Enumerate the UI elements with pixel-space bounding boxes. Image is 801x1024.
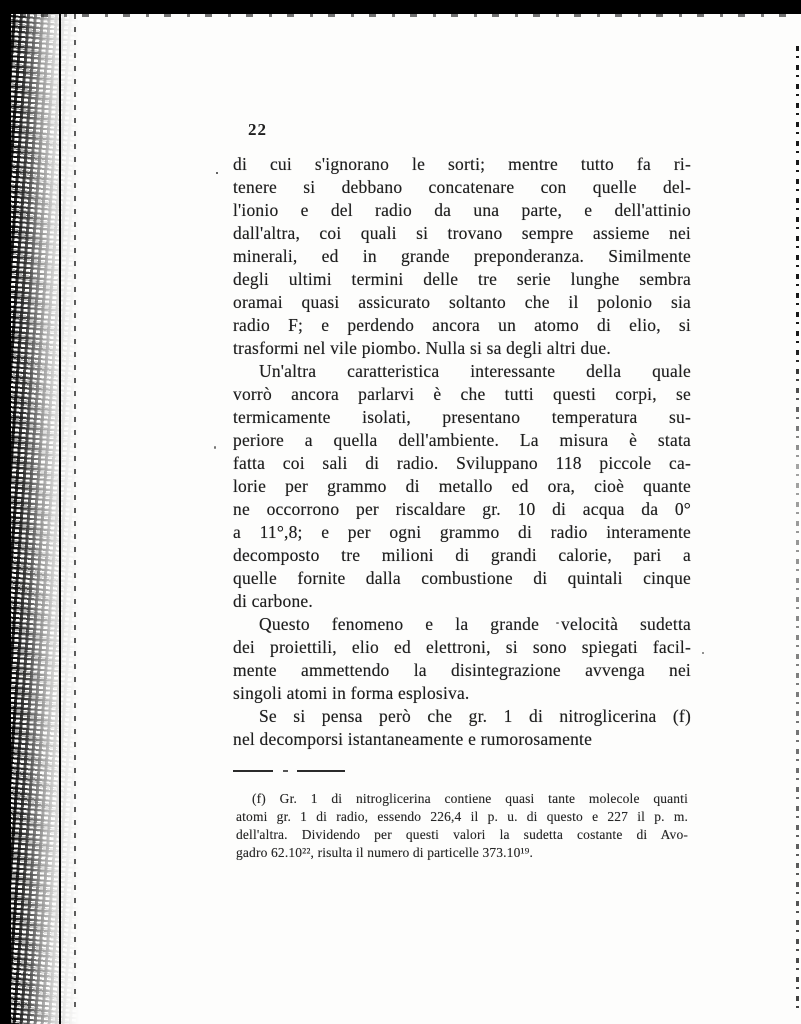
body-line: singoli atomi in forma esplosiva. [233, 683, 470, 703]
body-line: nel decomporsi istantaneamente e rumorosamente [233, 729, 593, 749]
body-line: di carbone. [233, 591, 313, 611]
scan-speck [702, 652, 704, 654]
footnote-line: gadro 62.10²², risulta il numero di particelle 373.10¹⁹. [236, 845, 534, 860]
scan-gutter-vertical-line [59, 12, 61, 1024]
paragraph [233, 705, 691, 751]
scan-speck [214, 446, 216, 449]
body-line: trasformi nel vile piombo. Nulla si sa degli altri due. [233, 338, 611, 358]
footnote-line: dell'altra. Dividendo per questi valori la sudetta costante di Avo- [236, 827, 688, 842]
body-line: decomposto tre milioni di grandi calorie, pari a [233, 545, 691, 565]
body-line: ne occorrono per riscaldare gr. 10 di acqua da 0° [233, 499, 691, 519]
body-line: vorrò ancora parlarvi è che tutti questi corpi, se [233, 384, 691, 404]
body-line: mente ammettendo la disintegrazione avvenga nei [233, 660, 691, 680]
paragraph [233, 153, 691, 360]
scan-speck [216, 172, 218, 174]
body-text [233, 153, 691, 751]
body-line: periore a quella dell'ambiente. La misura è stata [233, 430, 691, 450]
body-line: oramai quasi assicurato soltanto che il polonio sia [233, 292, 691, 312]
body-line: degli ultimi termini delle tre serie lunghe sembra [233, 269, 691, 289]
body-line: minerali, ed in grande preponderanza. Similmente [233, 246, 691, 266]
scan-gutter-dotted-line [74, 14, 76, 1014]
body-line: Questo fenomeno e la grande velocità sudetta [259, 614, 691, 634]
body-line: fatta coi sali di radio. Sviluppano 118 piccole ca- [233, 453, 691, 473]
body-line: a 11°,8; e per ogni grammo di radio interamente [233, 522, 691, 542]
paragraph [233, 360, 691, 613]
body-line: tenere si debbano concatenare con quelle del- [233, 177, 691, 197]
paragraph [233, 613, 691, 705]
scan-gutter-black-edge [0, 0, 11, 1024]
body-line: Un'altra caratteristica interessante della quale [259, 361, 691, 381]
body-line: termicamente isolati, presentano temperatura su- [233, 407, 691, 427]
page-number: 22 [248, 120, 267, 139]
footnote-rule [233, 770, 345, 772]
body-line: lorie per grammo di metallo ed ora, cioè quante [233, 476, 691, 496]
footnote-line: atomi gr. 1 di radio, essendo 226,4 il p. u. di questo e 227 il p. m. [236, 809, 688, 824]
body-line: radio F; e perdendo ancora un atomo di elio, si [233, 315, 691, 335]
body-line: dei proiettili, elio ed elettroni, si sono spiegati facil- [233, 637, 691, 657]
body-line: quelle fornite dalla combustione di quintali cinque [233, 568, 691, 588]
footnote [236, 790, 688, 862]
scan-gutter-noise [0, 0, 80, 1024]
footnote-line: (f) Gr. 1 di nitroglicerina contiene quasi tante molecole quanti [252, 791, 688, 806]
body-line: dall'altra, coi quali si trovano sempre assieme nei [233, 223, 691, 243]
body-line: di cui s'ignorano le sorti; mentre tutto fa ri- [233, 154, 691, 174]
body-line: l'ionio e del radio da una parte, e dell'attinio [233, 200, 691, 220]
body-line: Se si pensa però che gr. 1 di nitroglicerina (f) [259, 706, 691, 726]
scan-right-edge-line [796, 46, 799, 1010]
scan-top-black-bar [0, 0, 801, 14]
